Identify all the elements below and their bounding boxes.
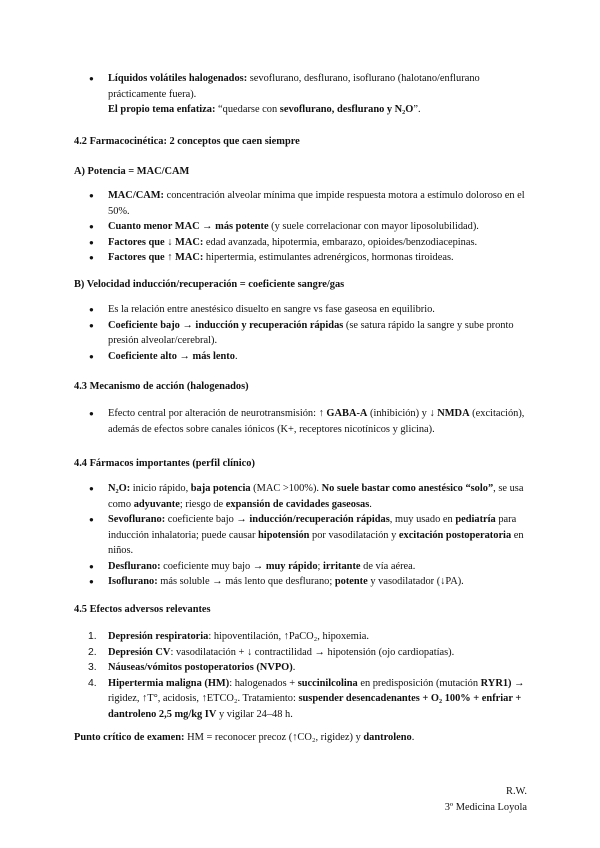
key-label: Punto crítico de examen: [74, 732, 185, 743]
item-label: Líquidos volátiles halogenados: [108, 73, 248, 84]
item-bold: RYR1) [480, 677, 512, 689]
item-text: : halogenados + [229, 677, 298, 689]
item-text: → rigidez, ↑T°, acidosis, ↑ETCO₂. Tratamiento: [108, 677, 525, 704]
item-text: , muy usado en [389, 514, 456, 525]
item-text: . [234, 350, 238, 362]
item-number: 2. [88, 646, 97, 658]
emphasis-note [74, 102, 534, 118]
item-label: Desflurano: [108, 560, 161, 572]
item-number: 1. [88, 631, 97, 642]
item-bold: NMDA [437, 408, 470, 419]
item-text: de vía aérea. [360, 560, 416, 572]
list-item [74, 406, 534, 437]
item-label: Depresión respiratoria [108, 631, 209, 642]
list-item [74, 660, 534, 676]
note-text-end: ”. [413, 104, 421, 115]
item-bold: GABA-A [326, 408, 368, 419]
item-text: (y suele correlacionar con mayor liposolubilidad). [268, 221, 479, 232]
key-text-end: . [411, 732, 415, 743]
exam-key-point [74, 730, 544, 746]
item-text: en predisposición (mutación [357, 677, 481, 689]
item-text: y vigilar 24–48 h. [216, 708, 293, 720]
item-text: ; riesgo de [179, 498, 226, 510]
section-heading-4-5: 4.5 Efectos adversos relevantes [74, 604, 211, 615]
item-label: Coeficiente alto → más lento [108, 350, 235, 362]
note-bold: sevoflurano, desflurano y N₂O [279, 104, 414, 115]
item-text: (se satura rápido la sangre y sube pronto presión alveolar/cerebral). [108, 319, 514, 346]
item-bold: suspender desencadenantes + O₂ 100% + enfriar + dantroleno 2,5 mg/kg IV [108, 693, 522, 720]
item-bold: irritante [323, 560, 361, 572]
subheading-velocidad: B) Velocidad inducción/recuperación = coeficiente sangre/gas [74, 279, 345, 290]
item-text: hipertermia, estimulantes adrenérgicos, hormonas tiroideas. [203, 252, 454, 263]
item-label: Hipertermia maligna (HM) [108, 677, 230, 689]
list-item [74, 512, 534, 559]
item-text: por vasodilatación y [309, 529, 399, 541]
item-bold: No suele bastar como anestésico “solo” [321, 483, 494, 494]
subheading-potencia: A) Potencia = MAC/CAM [74, 166, 190, 177]
mecanismo-list [74, 406, 534, 437]
list-item [74, 219, 534, 235]
item-text: , se usa como [108, 483, 524, 510]
item-bold: expansión de cavidades gaseosas [225, 498, 370, 510]
potencia-list [74, 188, 534, 266]
note-text: “quedarse con [215, 104, 280, 115]
item-text: en niños. [108, 529, 524, 556]
item-bold: baja potencia [190, 483, 251, 494]
item-text: coeficiente muy bajo → [160, 560, 266, 572]
list-item [74, 645, 534, 661]
section-heading-4-4: 4.4 Fármacos importantes (perfil clínico) [74, 458, 255, 469]
footer-author: R.W. [506, 786, 527, 797]
list-item [74, 481, 534, 512]
note-label: El propio tema enfatiza: [108, 104, 216, 115]
item-bold: excitación postoperatoria [398, 529, 512, 541]
section-heading-4-2: 4.2 Farmacocinética: 2 conceptos que caen siempre [74, 136, 300, 147]
item-label: N₂O: [108, 483, 131, 494]
list-item [74, 559, 534, 575]
item-text: (MAC >100%). [250, 483, 322, 494]
item-bold: adyuvante [133, 498, 180, 510]
item-text: sevoflurano, desflurano, isoflurano (halotano/enflurano prácticamente fuera). [108, 73, 480, 100]
key-bold: dantroleno [363, 732, 412, 743]
item-text: inicio rápido, [130, 483, 191, 494]
item-label: Cuanto menor MAC → más potente [108, 221, 269, 232]
item-label: Factores que ↓ MAC: [108, 236, 204, 248]
item-text: . [369, 498, 372, 510]
item-label: Sevoflurano: [108, 514, 166, 525]
item-text: (excitación), además de efectos sobre canales iónicos (K+, receptores nicotínicos y glicina). [108, 408, 525, 435]
item-text: y vasodilatador (↓PA). [367, 576, 464, 587]
item-text: (inhibición) y ↓ [367, 408, 438, 419]
footer-course: 3º Medicina Loyola [444, 801, 527, 813]
list-item [74, 318, 534, 349]
item-number: 4. [88, 677, 97, 689]
item-text: Efecto central por alteración de neurotransmisión: ↑ [108, 408, 327, 419]
intro-section [74, 71, 534, 118]
item-label: Factores que ↑ MAC: [108, 252, 204, 263]
item-bold: hipotensión [258, 529, 310, 541]
item-bold: inducción/recuperación rápidas [249, 514, 390, 525]
list-item [74, 71, 534, 102]
item-text: ; [317, 560, 324, 572]
item-bold: pediatría [455, 514, 496, 525]
item-text: Es la relación entre anestésico disuelto en sangre vs fase gaseosa en equilibrio. [108, 304, 435, 315]
list-item [74, 235, 534, 251]
section-heading-4-3: 4.3 Mecanismo de acción (halogenados) [74, 381, 249, 392]
item-bold: succinilcolina [297, 677, 358, 689]
item-text: para inducción inhalatoria; puede causar [108, 514, 517, 541]
item-bold: potente [334, 576, 368, 587]
velocidad-list [74, 302, 534, 364]
item-label: Isoflurano: [108, 576, 158, 587]
item-text: . [292, 662, 296, 673]
list-item [74, 250, 534, 266]
list-item [74, 188, 534, 219]
list-item [74, 676, 534, 723]
item-text: : hipoventilación, ↑PaCO₂, hipoxemia. [208, 631, 369, 642]
item-label: Depresión CV [108, 646, 171, 658]
efectos-list [74, 629, 534, 722]
item-text: más soluble → más lento que desflurano; [157, 576, 335, 587]
footer [445, 784, 527, 815]
item-bold: muy rápido [265, 560, 318, 572]
key-text: HM = reconocer precoz (↑CO₂, rigidez) y [184, 732, 364, 743]
item-text: concentración alveolar mínima que impide respuesta motora a estímulo doloroso en el 50%. [108, 190, 525, 217]
item-label: MAC/CAM: [108, 190, 164, 201]
list-item [74, 574, 534, 590]
item-text: edad avanzada, hipotermia, embarazo, opioides/benzodiacepinas. [203, 236, 478, 248]
list-item [74, 302, 534, 318]
item-label: Coeficiente bajo → inducción y recuperación rápidas [108, 319, 344, 331]
item-label: Náuseas/vómitos postoperatorios (NVPO) [108, 662, 293, 673]
list-item [74, 629, 534, 645]
item-number: 3. [88, 662, 97, 673]
list-item [74, 349, 534, 365]
farmacos-list [74, 481, 534, 590]
item-text: coeficiente bajo → [165, 514, 250, 525]
item-text: : vasodilatación + ↓ contractilidad → hipotensión (ojo cardiopatías). [170, 646, 455, 658]
